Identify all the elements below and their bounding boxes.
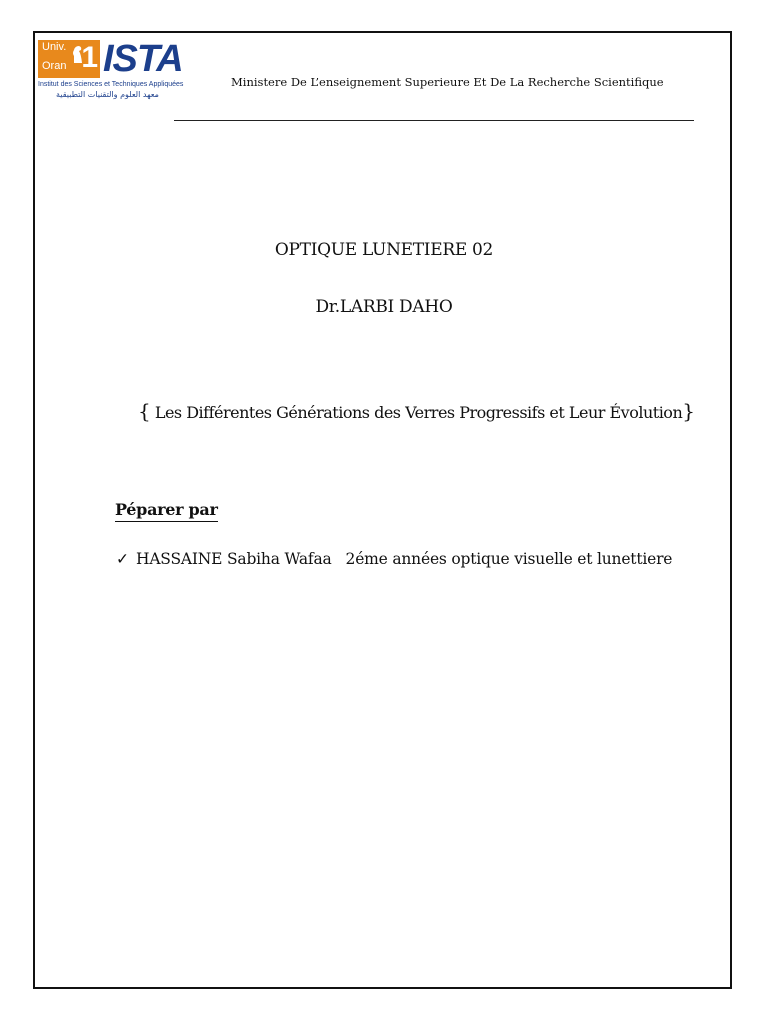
ministry-header: Ministere De L’enseignement Superieure Et De La Recherche Scientifique <box>231 75 664 89</box>
subject-line <box>138 399 694 423</box>
oran-label: Oran <box>42 60 67 72</box>
university-logo <box>38 38 184 106</box>
institute-name-fr: Institut des Sciences et Techniques Appliquées <box>38 81 184 88</box>
univ-label: Univ. <box>42 41 67 53</box>
univ-number: 1 <box>81 41 98 74</box>
student-name: HASSAINE Sabiha Wafaa <box>136 550 332 568</box>
subject-text: Les Différentes Générations des Verres Progressifs et Leur Évolution <box>150 403 683 422</box>
header-divider <box>174 120 694 121</box>
close-brace: } <box>682 399 695 423</box>
student-level: 2éme années optique visuelle et lunettiere <box>345 550 673 568</box>
checkmark-icon: ✓ <box>116 550 129 568</box>
student-list-item <box>116 550 672 568</box>
author-name: Dr.LARBI DAHO <box>315 297 453 317</box>
ista-brand: ISTA <box>103 38 183 80</box>
institute-name-ar: معهد العلوم والتقنيات التطبيقية <box>56 90 159 99</box>
open-brace: { <box>138 399 151 423</box>
prepared-by-heading: Péparer par <box>115 500 218 522</box>
course-title: OPTIQUE LUNETIERE 02 <box>274 240 494 260</box>
univ-oran-badge <box>38 40 100 78</box>
